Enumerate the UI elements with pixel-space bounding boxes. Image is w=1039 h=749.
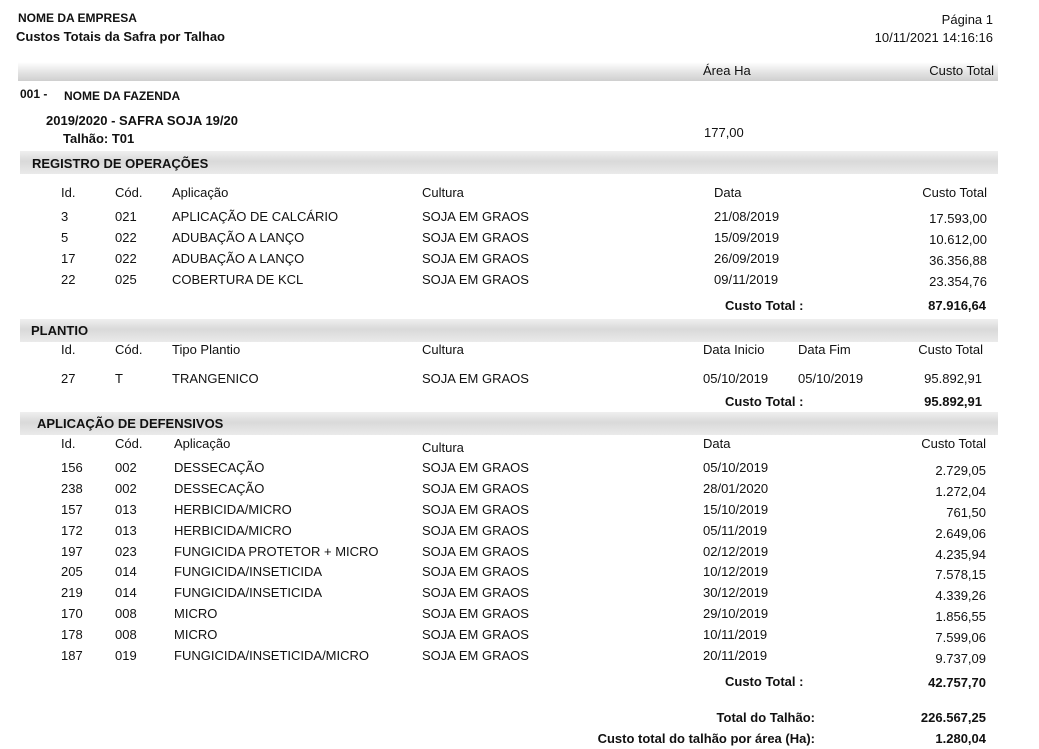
cell-cultura: SOJA EM GRAOS (422, 502, 529, 517)
cell-aplicacao: COBERTURA DE KCL (172, 272, 304, 287)
cell-id: 17 (61, 251, 76, 266)
cell-data: 15/10/2019 (703, 502, 769, 517)
col-tipo-plantio: Tipo Plantio (172, 342, 241, 357)
cell-custo: 1.272,04 (935, 484, 986, 499)
farm-code: 001 - (20, 87, 48, 101)
talhao-label: Talhão: T01 (63, 131, 135, 146)
cell-cod: 002 (115, 481, 137, 496)
cell-data: 29/10/2019 (703, 606, 769, 621)
plantio-total-value: 95.892,91 (924, 394, 982, 409)
custo-por-area-value: 1.280,04 (935, 731, 986, 746)
cell-custo: 10.612,00 (929, 232, 987, 247)
plantio-total-label: Custo Total : (725, 394, 804, 409)
cell-id: 156 (61, 460, 83, 475)
col-cod: Cód. (115, 436, 143, 451)
col-id: Id. (61, 185, 76, 200)
table-row (0, 230, 1039, 248)
cell-aplicacao: DESSECAÇÃO (174, 481, 265, 496)
cell-aplicacao: HERBICIDA/MICRO (174, 502, 292, 517)
cell-id: 170 (61, 606, 83, 621)
table-row (0, 564, 1039, 582)
cell-id: 5 (61, 230, 69, 245)
col-data-fim: Data Fim (798, 342, 851, 357)
cell-data: 09/11/2019 (714, 272, 779, 287)
cell-data: 02/12/2019 (703, 544, 769, 559)
table-row (0, 648, 1039, 666)
col-cultura: Cultura (422, 342, 464, 357)
section-band-plantio (20, 319, 998, 342)
cell-cultura: SOJA EM GRAOS (422, 371, 529, 386)
safra-name: 2019/2020 - SAFRA SOJA 19/20 (46, 113, 238, 128)
cell-aplicacao: APLICAÇÃO DE CALCÁRIO (172, 209, 339, 224)
cell-id: 3 (61, 209, 69, 224)
cell-cultura: SOJA EM GRAOS (422, 230, 529, 245)
col-custo: Custo Total (918, 342, 983, 357)
cell-custo: 4.235,94 (935, 547, 986, 562)
cell-cultura: SOJA EM GRAOS (422, 544, 529, 559)
table-row (0, 627, 1039, 645)
cell-aplicacao: FUNGICIDA PROTETOR + MICRO (174, 544, 379, 559)
company-name: NOME DA EMPRESA (18, 11, 137, 25)
col-cod: Cód. (115, 342, 143, 357)
col-custo: Custo Total (922, 185, 987, 200)
cell-data: 10/11/2019 (703, 627, 768, 642)
cell-id: 157 (61, 502, 83, 517)
operacoes-header-row (0, 185, 1039, 203)
cell-id: 219 (61, 585, 83, 600)
custo-total-column-header: Custo Total (929, 63, 994, 78)
cell-id: 178 (61, 627, 83, 642)
cell-custo: 36.356,88 (929, 253, 987, 268)
cell-aplicacao: FUNGICIDA/INSETICIDA (174, 585, 323, 600)
cell-custo: 17.593,00 (929, 211, 987, 226)
cell-data: 05/10/2019 (703, 460, 769, 475)
cell-custo: 9.737,09 (935, 651, 986, 666)
cell-cod: 002 (115, 460, 137, 475)
report-title: Custos Totais da Safra por Talhao (16, 29, 225, 44)
cell-id: 205 (61, 564, 83, 579)
col-cultura: Cultura (422, 440, 464, 455)
cell-cultura: SOJA EM GRAOS (422, 648, 529, 663)
cell-data-fim: 05/10/2019 (798, 371, 864, 386)
cell-data: 15/09/2019 (714, 230, 780, 245)
cell-cod: T (115, 371, 123, 386)
table-row (0, 272, 1039, 290)
section-title-defensivos: APLICAÇÃO DE DEFENSIVOS (37, 416, 224, 431)
cell-aplicacao: MICRO (174, 627, 218, 642)
cell-tipo-plantio: TRANGENICO (172, 371, 259, 386)
cell-aplicacao: HERBICIDA/MICRO (174, 523, 292, 538)
operacoes-total-value: 87.916,64 (928, 298, 986, 313)
table-row (0, 544, 1039, 562)
cell-custo: 2.729,05 (935, 463, 986, 478)
cell-data: 20/11/2019 (703, 648, 768, 663)
section-title-plantio: PLANTIO (31, 323, 89, 338)
col-cod: Cód. (115, 185, 143, 200)
col-id: Id. (61, 342, 76, 357)
defensivos-total-label: Custo Total : (725, 674, 804, 689)
cell-cod: 014 (115, 564, 137, 579)
col-data-inicio: Data Inicio (703, 342, 765, 357)
col-id: Id. (61, 436, 76, 451)
cell-id: 197 (61, 544, 83, 559)
cell-cod: 014 (115, 585, 137, 600)
cell-custo: 761,50 (946, 505, 986, 520)
defensivos-total-value: 42.757,70 (928, 675, 986, 690)
col-aplicacao: Aplicação (174, 436, 231, 451)
cell-custo: 4.339,26 (935, 588, 986, 603)
cell-cod: 008 (115, 627, 137, 642)
cell-custo: 1.856,55 (935, 609, 986, 624)
cell-data-inicio: 05/10/2019 (703, 371, 769, 386)
cell-cod: 008 (115, 606, 137, 621)
cell-cod: 021 (115, 209, 137, 224)
cell-custo: 95.892,91 (924, 371, 982, 386)
talhao-area: 177,00 (704, 125, 744, 140)
cell-aplicacao: ADUBAÇÃO A LANÇO (172, 251, 305, 266)
cell-custo: 7.599,06 (935, 630, 986, 645)
page-number: Página 1 (941, 12, 993, 27)
cell-aplicacao: FUNGICIDA/INSETICIDA (174, 564, 323, 579)
area-column-header: Área Ha (703, 63, 751, 78)
cell-data: 28/01/2020 (703, 481, 769, 496)
defensivos-header-row (0, 436, 1039, 454)
total-talhao-value: 226.567,25 (920, 710, 986, 725)
table-row (0, 460, 1039, 478)
cell-data: 10/12/2019 (703, 564, 769, 579)
table-row (0, 209, 1039, 227)
cell-aplicacao: FUNGICIDA/INSETICIDA/MICRO (174, 648, 370, 663)
table-row (0, 585, 1039, 603)
cell-data: 21/08/2019 (714, 209, 780, 224)
cell-aplicacao: ADUBAÇÃO A LANÇO (172, 230, 305, 245)
cell-cultura: SOJA EM GRAOS (422, 209, 529, 224)
total-talhao-label: Total do Talhão: (716, 710, 815, 725)
cell-cod: 013 (115, 502, 137, 517)
cell-aplicacao: MICRO (174, 606, 218, 621)
col-data: Data (714, 185, 742, 200)
col-aplicacao: Aplicação (172, 185, 229, 200)
custo-por-area-label: Custo total do talhão por área (Ha): (597, 731, 815, 746)
table-row (0, 371, 1039, 389)
cell-aplicacao: DESSECAÇÃO (174, 460, 265, 475)
column-header-band (18, 62, 998, 81)
table-row (0, 523, 1039, 541)
cell-id: 238 (61, 481, 83, 496)
cell-cultura: SOJA EM GRAOS (422, 585, 529, 600)
cell-cod: 025 (115, 272, 137, 287)
cell-cultura: SOJA EM GRAOS (422, 460, 529, 475)
cell-data: 26/09/2019 (714, 251, 780, 266)
farm-name: NOME DA FAZENDA (64, 89, 181, 103)
table-row (0, 251, 1039, 269)
cell-cultura: SOJA EM GRAOS (422, 272, 529, 287)
cell-id: 187 (61, 648, 83, 663)
cell-cultura: SOJA EM GRAOS (422, 481, 529, 496)
cell-cultura: SOJA EM GRAOS (422, 251, 529, 266)
col-cultura: Cultura (422, 185, 464, 200)
report-datetime: 10/11/2021 14:16:16 (874, 30, 993, 45)
cell-data: 30/12/2019 (703, 585, 769, 600)
plantio-header-row (0, 342, 1039, 360)
col-custo: Custo Total (921, 436, 986, 451)
cell-cultura: SOJA EM GRAOS (422, 564, 529, 579)
cell-cod: 013 (115, 523, 137, 538)
cell-custo: 2.649,06 (935, 526, 986, 541)
cell-cultura: SOJA EM GRAOS (422, 523, 529, 538)
cell-cod: 023 (115, 544, 137, 559)
cell-custo: 23.354,76 (929, 274, 987, 289)
cell-data: 05/11/2019 (703, 523, 768, 538)
cell-custo: 7.578,15 (935, 567, 986, 582)
cell-cultura: SOJA EM GRAOS (422, 606, 529, 621)
table-row (0, 502, 1039, 520)
cell-id: 27 (61, 371, 76, 386)
operacoes-total-label: Custo Total : (725, 298, 804, 313)
col-data: Data (703, 436, 731, 451)
cell-id: 22 (61, 272, 76, 287)
table-row (0, 606, 1039, 624)
cell-cultura: SOJA EM GRAOS (422, 627, 529, 642)
cell-id: 172 (61, 523, 83, 538)
cell-cod: 019 (115, 648, 137, 663)
section-title-operacoes: REGISTRO DE OPERAÇÕES (32, 156, 209, 171)
cell-cod: 022 (115, 251, 137, 266)
table-row (0, 481, 1039, 499)
cell-cod: 022 (115, 230, 137, 245)
